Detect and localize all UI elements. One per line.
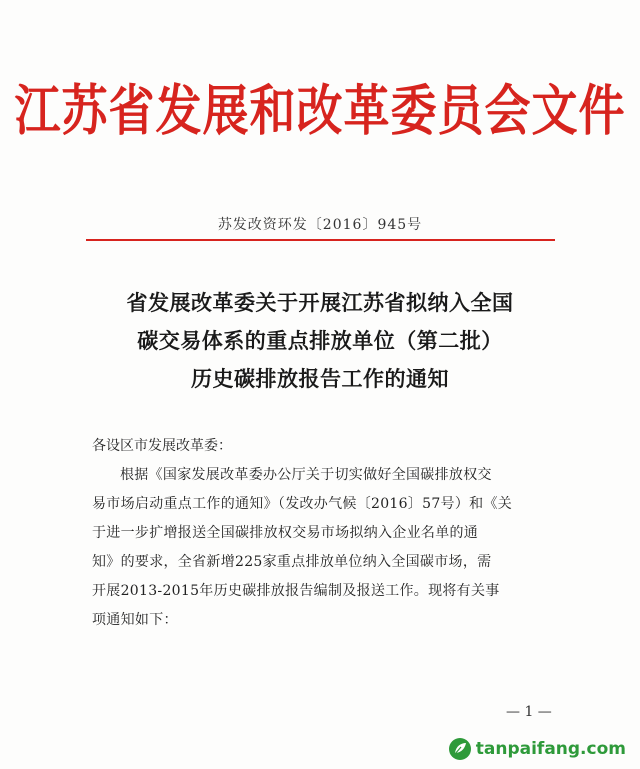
paragraph-line: 知》的要求，全省新增225家重点排放单位纳入全国碳市场，需 xyxy=(92,554,492,570)
page-number: — 1 — xyxy=(506,704,552,720)
leaf-icon xyxy=(448,737,472,761)
paragraph-line: 根据《国家发展改革委办公厅关于切实做好全国碳排放权交 xyxy=(120,467,492,483)
document-number: 苏发改资环发〔2016〕945号 xyxy=(217,217,423,233)
site-watermark[interactable] xyxy=(448,736,626,762)
paragraph-line: 项通知如下： xyxy=(92,612,178,628)
watermark-text: tanpaifang.com xyxy=(475,739,626,759)
title-line: 碳交易体系的重点排放单位（第二批） xyxy=(137,328,503,353)
paragraph-line: 开展2013-2015年历史碳排放报告编制及报送工作。现将有关事 xyxy=(92,583,500,599)
masthead-title: 江苏省发展和改革委员会文件 xyxy=(14,78,626,143)
paragraph-line: 于进一步扩增报送全国碳排放权交易市场拟纳入企业名单的通 xyxy=(92,525,479,541)
title-line: 省发展改革委关于开展江苏省拟纳入全国 xyxy=(126,290,514,315)
title-line: 历史碳排放报告工作的通知 xyxy=(191,366,449,391)
salutation: 各设区市发展改革委： xyxy=(92,438,232,454)
notice-title xyxy=(0,284,640,398)
red-divider-line xyxy=(86,239,555,241)
paragraph-line: 易市场启动重点工作的通知》（发改办气候〔2016〕57号）和《关 xyxy=(92,496,513,512)
body-text xyxy=(92,432,582,635)
